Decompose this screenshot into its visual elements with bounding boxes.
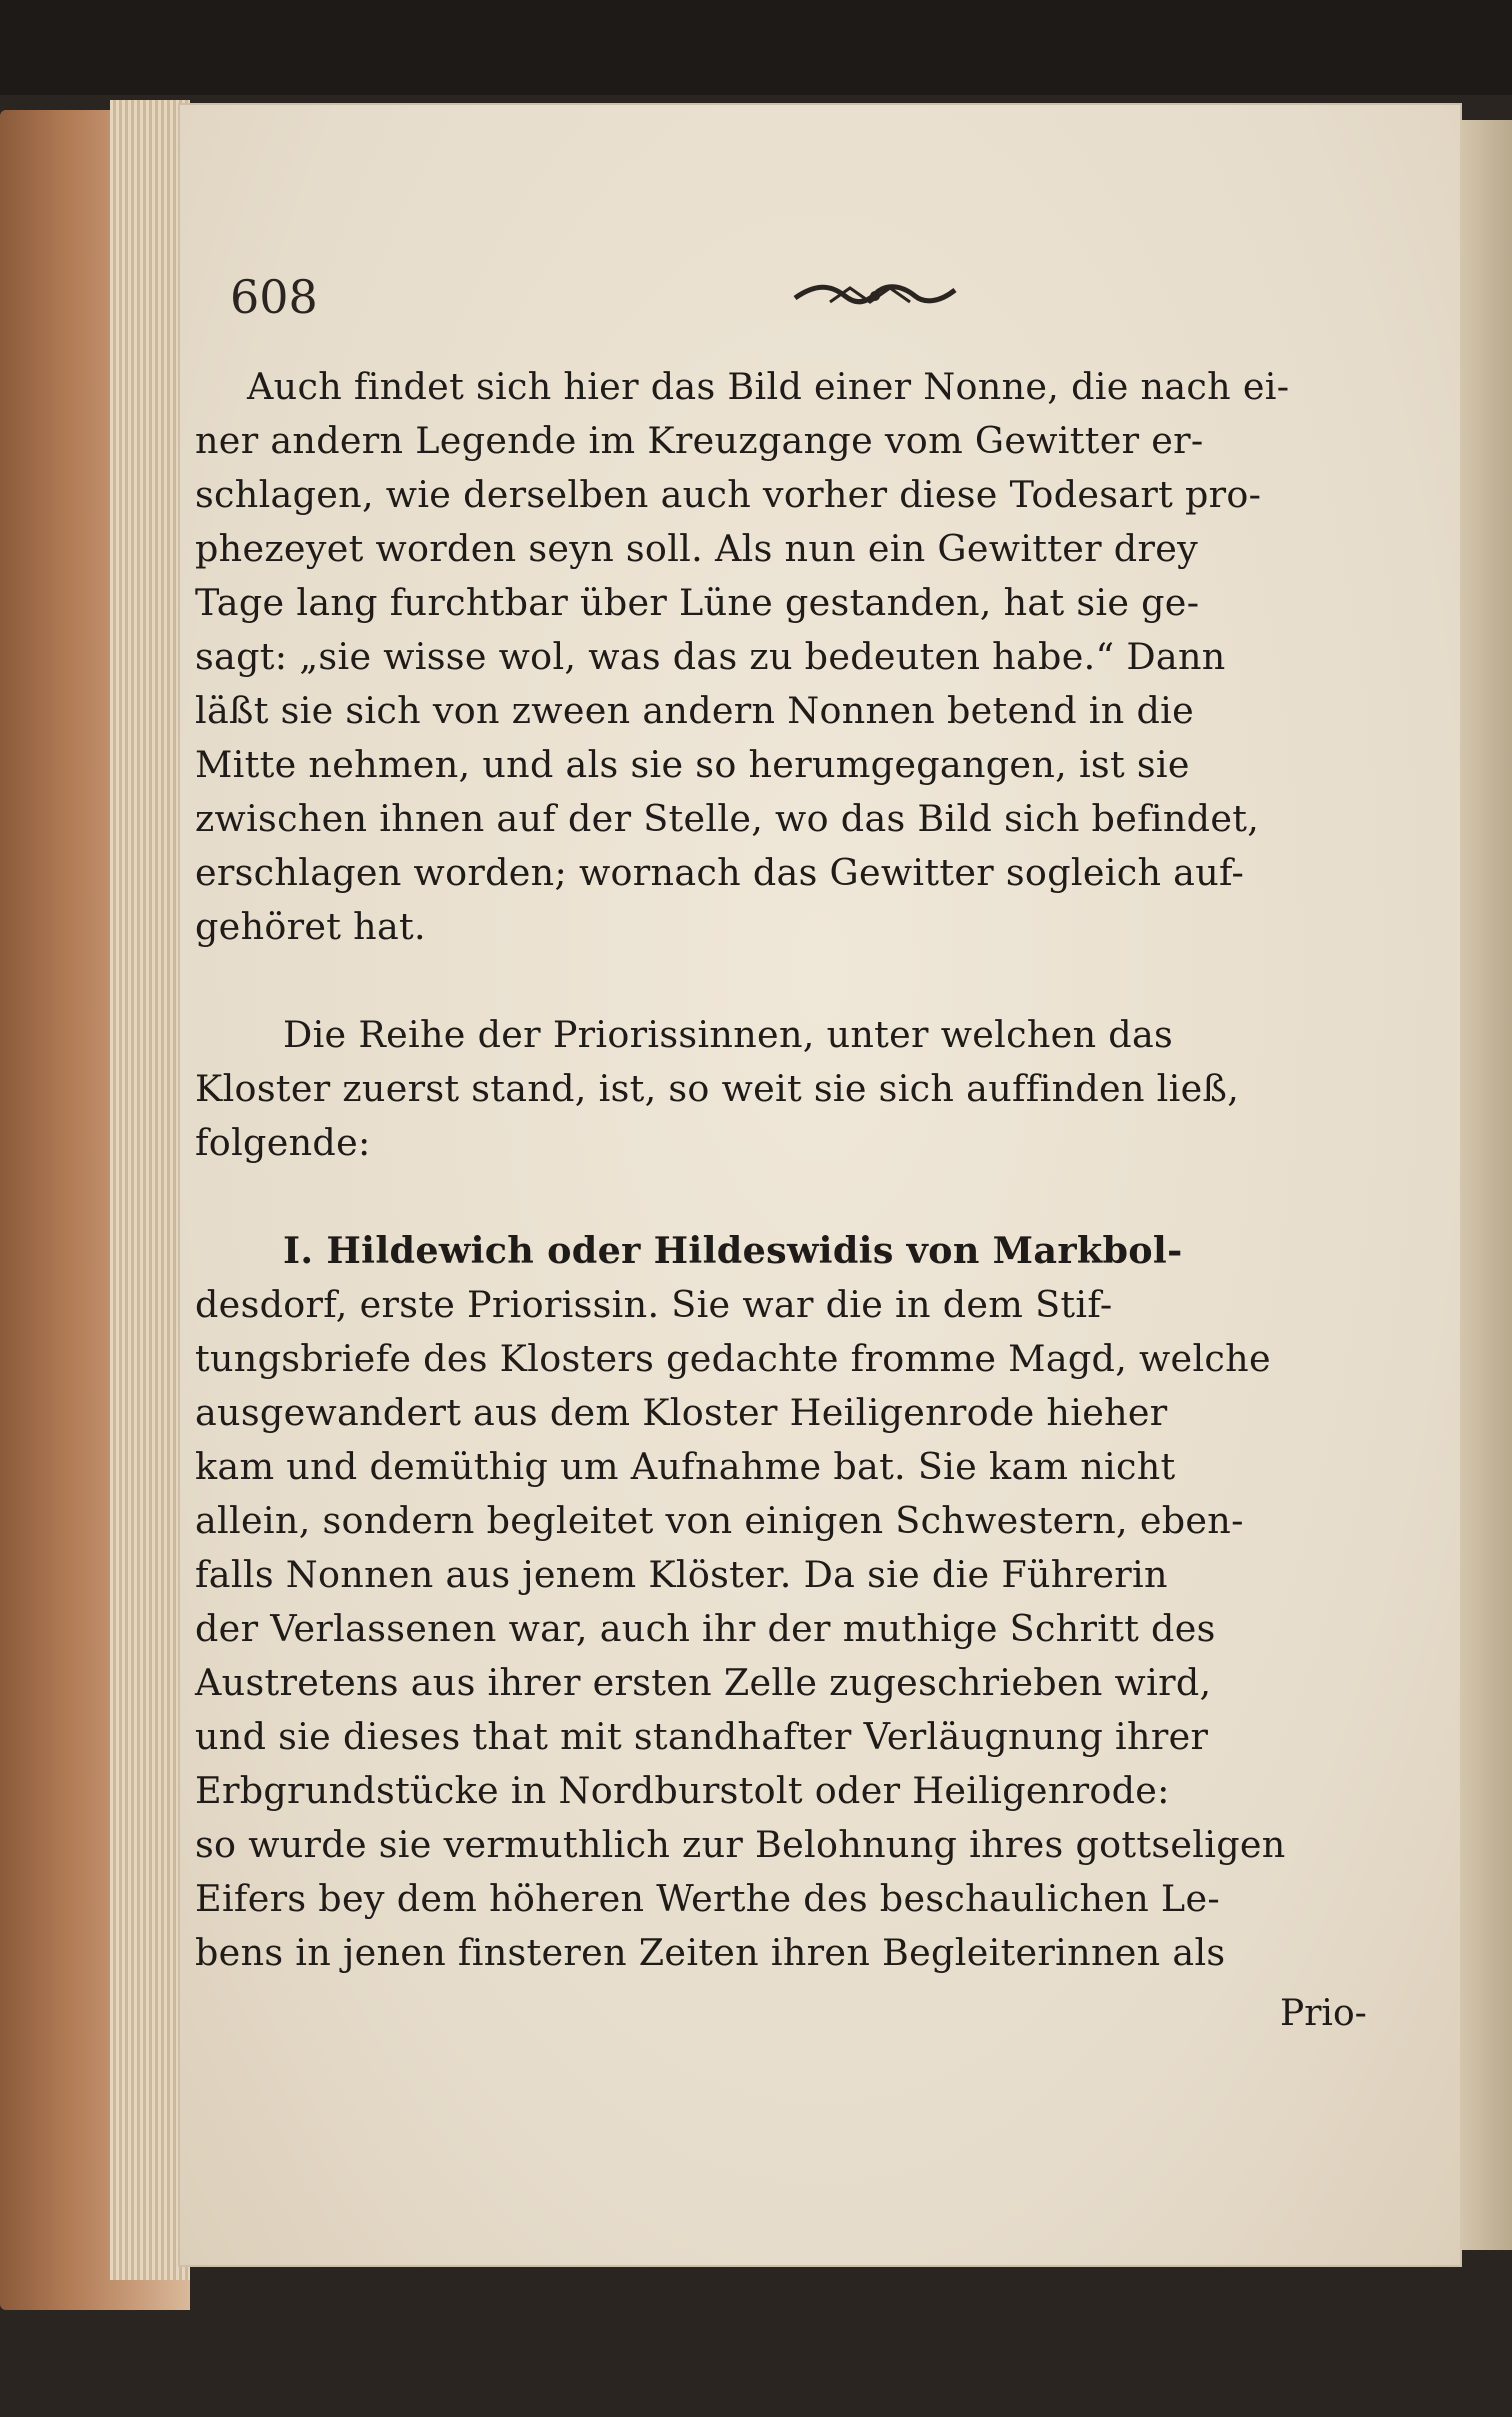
text-line: Auch findet sich hier das Bild einer Nonne, die nach ei- xyxy=(247,365,1290,408)
text-line: ner andern Legende im Kreuzgange vom Gewitter er- xyxy=(195,419,1204,462)
paragraph-2 xyxy=(195,1008,1395,1170)
body-text xyxy=(195,360,1395,1980)
text-line: phezeyet worden seyn soll. Als nun ein Gewitter drey xyxy=(195,527,1199,570)
page-number: 608 xyxy=(230,270,318,324)
text-line: kam und demüthig um Aufnahme bat. Sie kam nicht xyxy=(195,1445,1176,1488)
text-line: schlagen, wie derselben auch vorher diese Todesart pro- xyxy=(195,473,1262,516)
text-line: sagt: „sie wisse wol, was das zu bedeuten habe.“ Dann xyxy=(195,635,1226,678)
text-line: erschlagen worden; wornach das Gewitter sogleich auf- xyxy=(195,851,1245,894)
page-edge-lines xyxy=(110,100,190,2280)
text-line: Erbgrundstücke in Nordburstolt oder Heiligenrode: xyxy=(195,1769,1170,1812)
text-line: folgende: xyxy=(195,1121,371,1164)
page-header xyxy=(230,270,1380,340)
text-line: gehöret hat. xyxy=(195,905,426,948)
ornament-icon xyxy=(790,276,960,316)
text-line: ausgewandert aus dem Kloster Heiligenrode hieher xyxy=(195,1391,1168,1434)
text-line: Tage lang furchtbar über Lüne gestanden, hat sie ge- xyxy=(195,581,1200,624)
text-line: der Verlassenen war, auch ihr der muthige Schritt des xyxy=(195,1607,1216,1650)
text-line: tungsbriefe des Klosters gedachte fromme Magd, welche xyxy=(195,1337,1271,1380)
next-page-edge xyxy=(1460,120,1512,2250)
text-line: allein, sondern begleitet von einigen Schwestern, eben- xyxy=(195,1499,1244,1542)
paragraph-3 xyxy=(195,1224,1395,1980)
text-line: Austretens aus ihrer ersten Zelle zugeschrieben wird, xyxy=(195,1661,1212,1704)
text-line: so wurde sie vermuthlich zur Belohnung ihres gottseligen xyxy=(195,1823,1286,1866)
text-line: desdorf, erste Priorissin. Sie war die in dem Stif- xyxy=(195,1283,1113,1326)
paragraph-1 xyxy=(195,360,1395,954)
text-line: bens in jenen finsteren Zeiten ihren Begleiterinnen als xyxy=(195,1931,1226,1974)
catchword: Prio- xyxy=(1280,1993,1367,2034)
text-line: Mitte nehmen, und als sie so herumgegangen, ist sie xyxy=(195,743,1190,786)
text-line: I. Hildewich oder Hildeswidis von Markbol- xyxy=(283,1229,1183,1272)
text-line: Eifers bey dem höheren Werthe des beschaulichen Le- xyxy=(195,1877,1220,1920)
text-line: Die Reihe der Priorissinnen, unter welchen das xyxy=(283,1013,1174,1056)
text-line: läßt sie sich von zween andern Nonnen betend in die xyxy=(195,689,1194,732)
text-line: zwischen ihnen auf der Stelle, wo das Bild sich befindet, xyxy=(195,797,1260,840)
text-line: Kloster zuerst stand, ist, so weit sie sich auffinden ließ, xyxy=(195,1067,1240,1110)
text-line: und sie dieses that mit standhafter Verläugnung ihrer xyxy=(195,1715,1209,1758)
text-line: falls Nonnen aus jenem Klöster. Da sie die Führerin xyxy=(195,1553,1168,1596)
